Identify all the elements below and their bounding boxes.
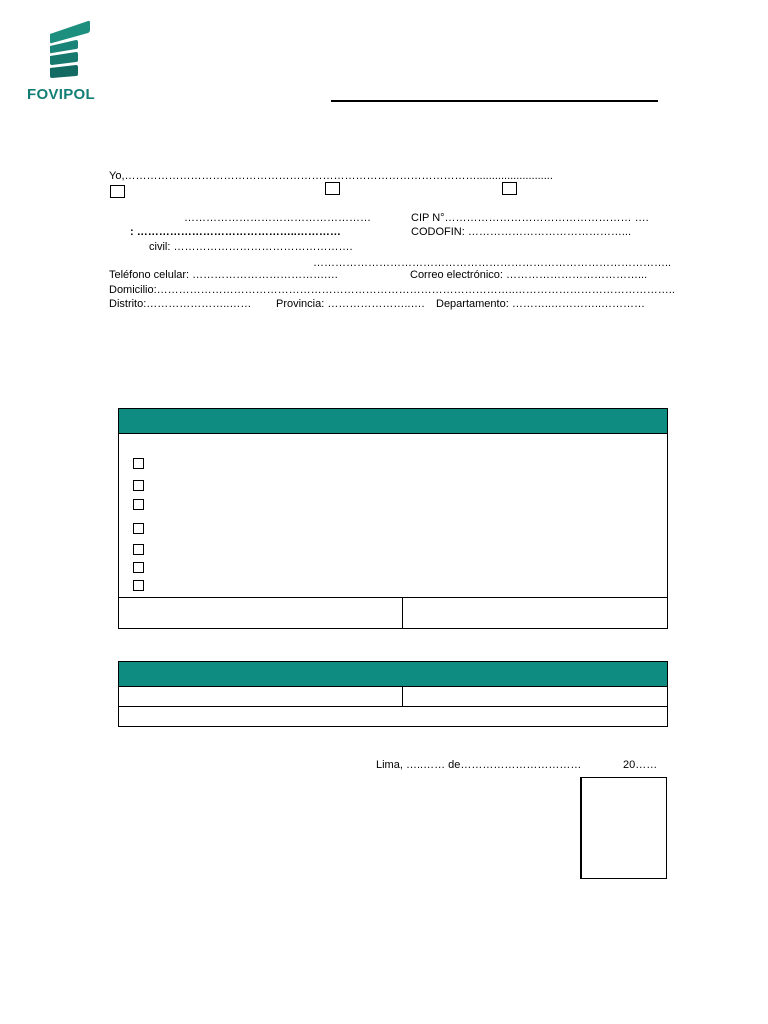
cip-field[interactable]: CIP N°…………………………………………… ….: [411, 212, 649, 224]
checkbox-item-7[interactable]: [133, 580, 144, 591]
checkbox-item-2[interactable]: [133, 480, 144, 491]
field-line-bold: : ……………………………………..…………: [130, 226, 341, 238]
field-line-left: ……………………………………………: [184, 212, 371, 224]
section-1-header: [118, 408, 668, 434]
correo-field[interactable]: Correo electrónico: ………………………………...: [410, 269, 648, 281]
section-2-header: [118, 661, 668, 687]
section-1-body: [118, 433, 668, 629]
fingerprint-box: [580, 777, 667, 879]
section-1-divider: [118, 597, 668, 598]
estado-civil-field[interactable]: civil: ………………………………………….: [149, 241, 353, 253]
year-field[interactable]: 20……: [623, 759, 658, 771]
departamento-field[interactable]: Departamento: ………..…………..…………: [436, 298, 646, 310]
checkbox-option-1[interactable]: [110, 185, 125, 198]
checkbox-item-1[interactable]: [133, 458, 144, 469]
field-line-right: ……………………………………………………………………………………..: [313, 257, 672, 269]
checkbox-item-3[interactable]: [133, 499, 144, 510]
distrito-field[interactable]: Distrito:…………………..……: [109, 298, 252, 310]
provincia-field[interactable]: Provincia: …………………..….: [276, 298, 425, 310]
checkbox-item-5[interactable]: [133, 544, 144, 555]
lima-date-field[interactable]: Lima, …..…… de……………………………: [376, 759, 582, 771]
checkbox-option-3[interactable]: [502, 182, 517, 195]
section-2-divider: [118, 706, 668, 707]
section-1-split: [402, 597, 403, 629]
domicilio-field[interactable]: Domicilio:……………………………………………………………………………………..……………………………………..: [109, 284, 675, 296]
codofin-field[interactable]: CODOFIN: ……………………………………...: [411, 226, 631, 238]
checkbox-item-6[interactable]: [133, 562, 144, 573]
yo-line: Yo,…………………………………………………………………………………….........................: [109, 170, 553, 182]
fovipol-logo-icon: [46, 18, 94, 84]
telefono-field[interactable]: Teléfono celular: ……………………………….…: [109, 269, 339, 281]
brand-name: FOVIPOL: [27, 86, 95, 103]
checkbox-option-2[interactable]: [325, 182, 340, 195]
section-2-split: [402, 686, 403, 706]
title-underline: [331, 100, 658, 102]
checkbox-item-4[interactable]: [133, 523, 144, 534]
